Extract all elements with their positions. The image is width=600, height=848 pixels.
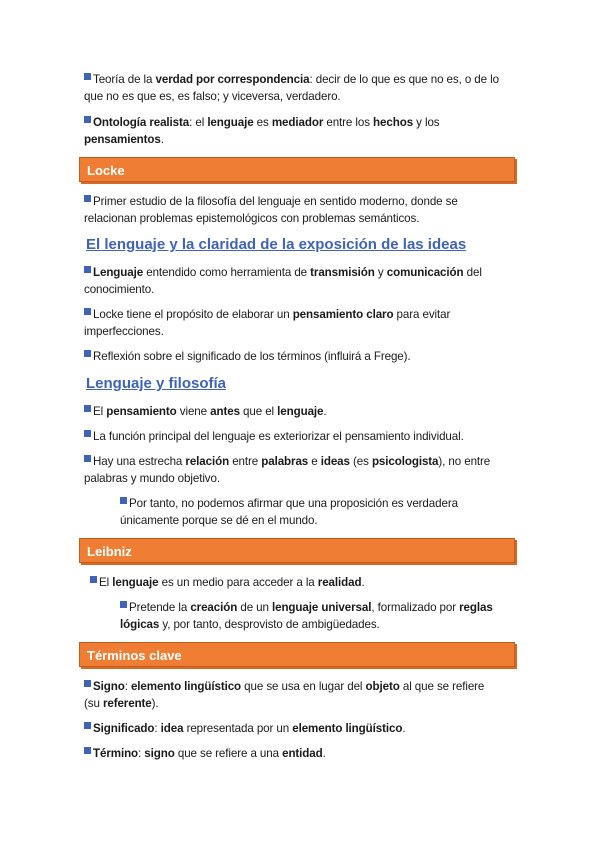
bullet-square-icon: [120, 601, 127, 608]
bullet-square-icon: [84, 747, 91, 754]
bullet-nested-por-tanto: Por tanto, no podemos afirmar que una proposición es verdadera únicamente porque se dé en el mundo.: [120, 497, 458, 527]
bullet-pensamiento-antes: El pensamiento viene antes que el lenguaje.: [84, 403, 524, 420]
bullet-funcion-principal: La función principal del lenguaje es exteriorizar el pensamiento individual.: [84, 428, 524, 445]
section-heading-terminos-clave: Términos clave: [79, 642, 515, 667]
bullet-termino: Término: signo que se refiere a una entidad.: [84, 745, 524, 762]
bullet-primer-estudio: Primer estudio de la filosofía del lenguaje en sentido moderno, donde se relacionan problemas epistemológicos con problemas semánticos.: [84, 195, 458, 225]
bullet-lenguaje-herramienta: Lenguaje entendido como herramienta de transmisión y comunicación del conocimiento.: [84, 266, 482, 296]
bullet-square-icon: [84, 116, 91, 123]
bullet-lenguaje-medio: El lenguaje es un medio para acceder a la realidad.: [90, 574, 520, 591]
bullet-square-icon: [84, 308, 91, 315]
bullet-square-icon: [84, 405, 91, 412]
bullet-square-icon: [84, 455, 91, 462]
bullet-verdad-correspondencia: Teoría de la verdad por correspondencia: decir de lo que es que no es, o de lo que no es que es, es falso; y viceversa, verdadero.: [84, 73, 499, 103]
bullet-pensamiento-claro: Locke tiene el propósito de elaborar un pensamiento claro para evitar imperfecciones.: [84, 308, 451, 338]
subheading-lenguaje-claridad: El lenguaje y la claridad de la exposición de las ideas: [86, 236, 467, 253]
bullet-square-icon: [84, 195, 91, 202]
subheading-lenguaje-filosofia: Lenguaje y filosofía: [86, 375, 227, 392]
bullet-ontologia-realista: Ontología realista: el lenguaje es mediador entre los hechos y los pensamientos.: [84, 116, 440, 146]
bullet-square-icon: [84, 73, 91, 80]
bullet-square-icon: [84, 722, 91, 729]
bullet-square-icon: [84, 350, 91, 357]
bullet-relacion-palabras-ideas: Hay una estrecha relación entre palabras e ideas (es psicologista), no entre palabras y mundo objetivo.: [84, 455, 491, 485]
bullet-signo: Signo: elemento lingüístico que se usa en lugar del objeto al que se refiere (su referente).: [84, 680, 485, 710]
bullet-square-icon: [84, 266, 91, 273]
section-heading-locke: Locke: [79, 157, 515, 182]
bullet-square-icon: [120, 497, 127, 504]
section-heading-leibniz: Leibniz: [79, 538, 515, 563]
bullet-nested-lenguaje-universal: Pretende la creación de un lenguaje universal, formalizado por reglas lógicas y, por tanto, desprovisto de ambigüedades.: [120, 601, 493, 631]
bullet-square-icon: [84, 680, 91, 687]
bullet-square-icon: [90, 576, 97, 583]
bullet-reflexion-terminos: Reflexión sobre el significado de los términos (influirá a Frege).: [84, 348, 524, 365]
bullet-significado: Significado: idea representada por un elemento lingüístico.: [84, 720, 524, 737]
bullet-square-icon: [84, 430, 91, 437]
